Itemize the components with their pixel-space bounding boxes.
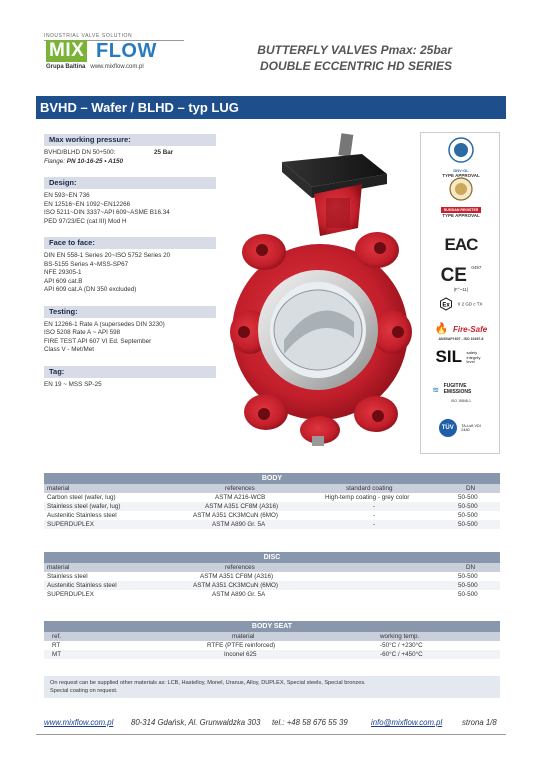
website-link[interactable]: www.mixflow.com.pl bbox=[44, 718, 114, 727]
ce-sub: (F°~11) bbox=[453, 287, 469, 292]
face-line: NFE 29305-1 bbox=[44, 269, 82, 276]
table-row bbox=[44, 511, 500, 520]
page-number: strona 1/8 bbox=[462, 718, 497, 727]
flange-label: Flange: bbox=[44, 157, 66, 165]
eac-mark: EAC bbox=[444, 235, 478, 254]
tag-heading: Tag: bbox=[44, 366, 216, 378]
product-title-bar: BVHD – Wafer / BLHD – typ LUG bbox=[36, 96, 506, 119]
pressure-body bbox=[44, 149, 219, 166]
note-line: Special coating on request. bbox=[50, 688, 118, 694]
table-row bbox=[44, 641, 500, 650]
column-header: standard coating bbox=[346, 485, 393, 492]
testing-line: EN 12266-1 Rate A (supersedes DIN 3230) bbox=[44, 320, 165, 328]
title-line-2: DOUBLE ECCENTRIC HD SERIES bbox=[259, 59, 452, 73]
spec-column bbox=[44, 134, 219, 389]
table-cell: -60°C / +450°C bbox=[380, 651, 423, 658]
rina-banner: RUSSIAN REGISTER bbox=[441, 207, 481, 213]
column-header: DN bbox=[466, 564, 476, 571]
table-cell: MT bbox=[52, 651, 62, 658]
column-header: references bbox=[225, 485, 255, 492]
table-row bbox=[44, 493, 500, 502]
sil-cert bbox=[421, 347, 501, 367]
pressure-dn: BVHD/BLHD DN 50÷500: bbox=[44, 149, 116, 156]
body-table-header bbox=[44, 484, 500, 493]
face-line: BS-5155 Series 4~MSS-SP67 bbox=[44, 260, 129, 268]
fugitive-sub: ISO 15848-1 bbox=[451, 399, 471, 403]
eac-cert bbox=[421, 235, 501, 255]
logo-flow-text: FLOW bbox=[96, 40, 157, 62]
fugitive-cert bbox=[421, 381, 501, 403]
table-cell: SUPERDUPLEX bbox=[47, 591, 94, 598]
ce-cert bbox=[421, 265, 501, 292]
table-cell: Inconel 625 bbox=[224, 651, 257, 658]
fire-safe-cert bbox=[421, 319, 501, 341]
design-line: ISO 5211~DIN 3337~API 609~ASME B16.34 bbox=[44, 209, 170, 216]
logo-url: www.mixflow.com.pl bbox=[90, 64, 144, 70]
ce-mark-icon: CE bbox=[440, 265, 467, 286]
column-header: references bbox=[225, 564, 255, 571]
table-cell: ASTM A890 Gr. 5A bbox=[212, 521, 266, 528]
footer-divider bbox=[36, 734, 506, 735]
body-material-table bbox=[44, 473, 500, 529]
tag-body bbox=[44, 381, 219, 390]
disc-table-title: DISC bbox=[44, 552, 500, 563]
logo-tagline: INDUSTRIAL VALVE SOLUTION bbox=[44, 33, 184, 41]
testing-line: FIRE TEST API 607 VI Ed. September bbox=[44, 337, 152, 345]
phone-text: tel.: +48 58 676 55 39 bbox=[272, 718, 348, 727]
table-cell: ASTM A890 Gr. 5A bbox=[212, 591, 266, 598]
table-cell: 50-500 bbox=[458, 582, 478, 589]
pressure-heading: Max working pressure: bbox=[44, 134, 216, 146]
sil-mark: SIL bbox=[435, 347, 462, 366]
table-cell: ASTM A351 CF8M (A316) bbox=[205, 503, 279, 510]
email-link[interactable]: info@mixflow.com.pl bbox=[371, 718, 443, 727]
column-header: material bbox=[47, 485, 70, 492]
table-cell: 50-500 bbox=[458, 521, 478, 528]
logo-mix-text: MIX bbox=[46, 40, 87, 62]
atex-text: II 2 GD c TX bbox=[457, 301, 483, 307]
butterfly-valve-image bbox=[222, 132, 412, 452]
dnv-logo-icon bbox=[448, 137, 474, 163]
table-cell: Stainless steel (wafer, lug) bbox=[47, 503, 121, 510]
table-cell: - bbox=[373, 512, 376, 519]
table-cell: RTFE (PTFE reinforced) bbox=[207, 642, 276, 649]
table-row bbox=[44, 590, 500, 599]
design-line: EN 593~EN 736 bbox=[44, 192, 90, 199]
atex-hexagon-icon bbox=[439, 297, 453, 311]
emission-icon: ≋ bbox=[432, 385, 440, 395]
disc-material-table bbox=[44, 552, 500, 599]
column-header: material bbox=[47, 564, 70, 571]
design-line: PED 97/23/EC (cat III) Mod H bbox=[44, 217, 127, 225]
fire-safe-label: Fire-Safe bbox=[452, 325, 488, 334]
flange-value: PN 10-16-25 • A150 bbox=[66, 157, 123, 165]
tuv-sub: TA-Luft VDI 2440 bbox=[461, 423, 481, 432]
column-header: working temp. bbox=[380, 633, 420, 640]
testing-body bbox=[44, 321, 219, 355]
table-row bbox=[44, 502, 500, 511]
address-text: 80-314 Gdańsk, Al. Grunwaldzka 303 bbox=[131, 718, 261, 727]
fire-safe-sub: ANSI/API 607 - ISO 10497-6 bbox=[438, 337, 484, 341]
pressure-value: 25 Bar bbox=[154, 149, 174, 156]
face-line: API 609 cat.A (DN 350 excluded) bbox=[44, 286, 137, 293]
face-body bbox=[44, 252, 219, 295]
face-line: API 609 cat.B bbox=[44, 277, 83, 285]
tuv-cert bbox=[421, 419, 501, 437]
table-row bbox=[44, 520, 500, 529]
table-cell: - bbox=[373, 521, 376, 528]
seat-table-header bbox=[44, 632, 500, 641]
title-line-1: BUTTERFLY VALVES Pmax: 25bar bbox=[257, 43, 452, 57]
table-row bbox=[44, 581, 500, 590]
table-cell: ASTM A351 CK3MCuN (6MO) bbox=[193, 582, 279, 589]
body-table-title: BODY bbox=[44, 473, 500, 484]
seat-table-title: BODY SEAT bbox=[44, 621, 500, 632]
tuv-logo-icon: TÜV bbox=[439, 419, 457, 437]
face-line: DIN EN 558-1 Series 20~ISO 5752 Series 20 bbox=[44, 252, 171, 259]
table-cell: - bbox=[373, 503, 376, 510]
table-cell: ASTM A351 CF8M (A316) bbox=[200, 573, 274, 580]
dnv-cert bbox=[421, 137, 501, 178]
design-line: EN 12516~EN 1092~EN12266 bbox=[44, 200, 131, 208]
dnv-approval: TYPE APPROVAL bbox=[442, 173, 480, 178]
mixflow-logo bbox=[44, 33, 184, 78]
rina-cert bbox=[421, 177, 501, 218]
valve-illustration bbox=[222, 132, 412, 452]
design-body bbox=[44, 192, 219, 226]
column-header: DN bbox=[466, 485, 476, 492]
table-cell: SUPERDUPLEX bbox=[47, 521, 94, 528]
certifications-panel bbox=[420, 132, 500, 454]
design-heading: Design: bbox=[44, 177, 216, 189]
table-cell: ASTM A351 CK3MCuN (6MO) bbox=[193, 512, 279, 519]
body-seat-table bbox=[44, 621, 500, 659]
table-cell: Stainless steel bbox=[47, 573, 88, 580]
table-cell: Austenitic Stainless steel bbox=[47, 582, 117, 589]
table-cell: 50-500 bbox=[458, 573, 478, 580]
fugitive-label: FUGITIVE EMISSIONS bbox=[443, 383, 472, 395]
table-row bbox=[44, 572, 500, 581]
testing-line: ISO 5208 Rate A ~ API 598 bbox=[44, 329, 121, 336]
table-cell: ASTM A216-WCB bbox=[215, 494, 266, 501]
ce-number: 0497 bbox=[471, 265, 482, 270]
column-header: ref. bbox=[52, 633, 62, 640]
logo-group: Grupa Baltina bbox=[46, 64, 86, 70]
logo-subline bbox=[46, 64, 144, 70]
table-cell: 50-500 bbox=[458, 591, 478, 598]
table-cell: Carbon steel (wafer, lug) bbox=[47, 494, 116, 501]
testing-line: Class V - Met/Met bbox=[44, 346, 95, 353]
table-cell: 50-500 bbox=[458, 494, 478, 501]
testing-heading: Testing: bbox=[44, 306, 216, 318]
flame-icon: 🔥 bbox=[434, 323, 449, 335]
table-cell: High-temp coating - grey color bbox=[325, 494, 410, 501]
tag-line: EN 19 ~ MSS SP-25 bbox=[44, 380, 102, 388]
rina-approval: TYPE APPROVAL bbox=[442, 213, 480, 218]
page-header bbox=[0, 0, 543, 95]
rina-logo-icon bbox=[449, 177, 473, 201]
face-heading: Face to face: bbox=[44, 237, 216, 249]
atex-cert bbox=[421, 295, 501, 313]
table-cell: Austenitic Stainless steel bbox=[47, 512, 117, 519]
svg-text:Ex: Ex bbox=[442, 302, 451, 309]
table-cell: 50-500 bbox=[458, 512, 478, 519]
table-cell: RT bbox=[52, 642, 61, 649]
table-cell: 50-500 bbox=[458, 503, 478, 510]
sil-sub: safety integrity level bbox=[466, 350, 481, 365]
document-title bbox=[192, 42, 452, 74]
materials-note bbox=[44, 676, 500, 698]
disc-table-header bbox=[44, 563, 500, 572]
column-header: material bbox=[232, 633, 255, 640]
note-line: On request can be supplied other materials as: LCB, Hastelloy, Monel, Uranus, Alloy, DUPLEX, Special steels, Special bronzes. bbox=[50, 680, 366, 686]
table-row bbox=[44, 650, 500, 659]
table-cell: -50°C / +230°C bbox=[380, 642, 423, 649]
dnv-label: DNV·GL bbox=[453, 168, 469, 173]
